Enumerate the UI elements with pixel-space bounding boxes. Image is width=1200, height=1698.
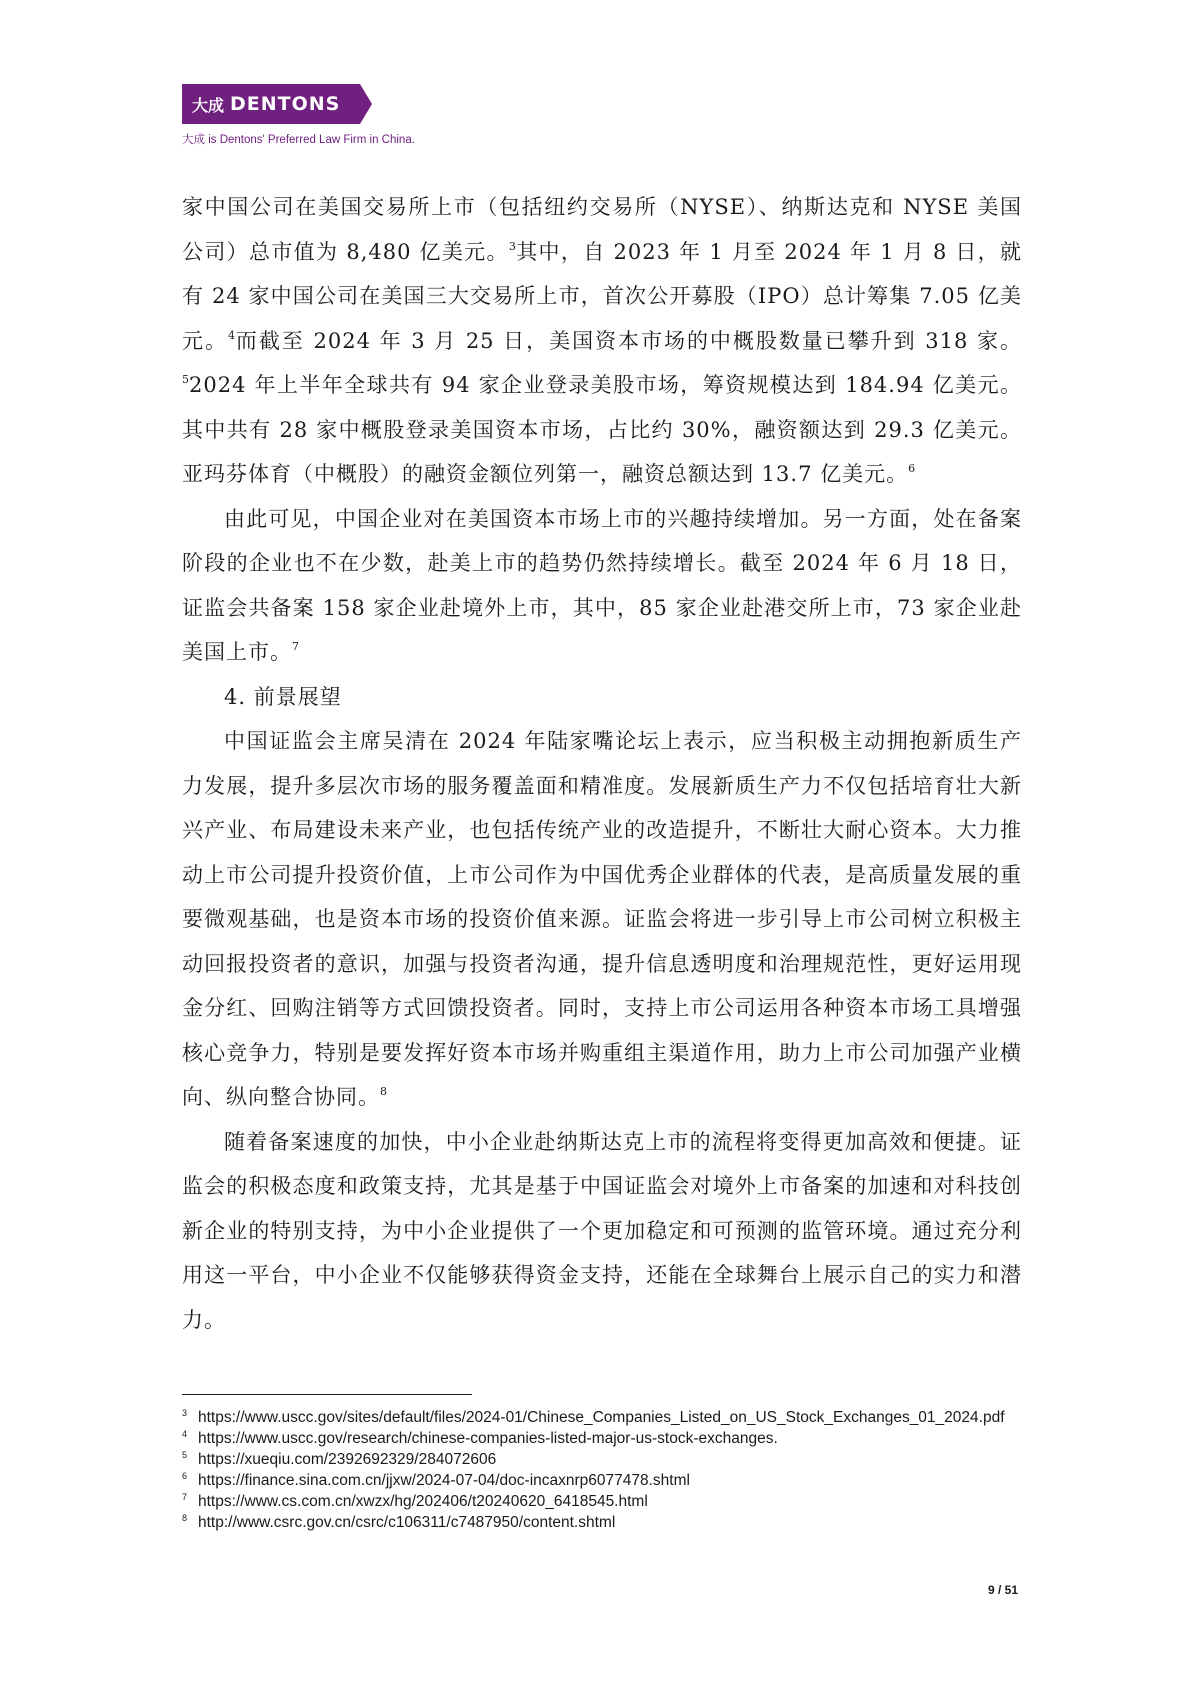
footnote-item — [182, 1491, 1022, 1512]
footnote-number: 3 — [182, 1408, 188, 1418]
paragraph-1 — [182, 185, 1022, 497]
footnote-number: 5 — [182, 1450, 188, 1460]
section-heading: 4. 前景展望 — [224, 684, 342, 709]
footnote-ref-8[interactable]: 8 — [380, 1085, 387, 1098]
footnote-item — [182, 1428, 1022, 1449]
footnote-link[interactable]: https://www.cs.com.cn/xwzx/hg/202406/t20240620_6418545.html — [198, 1493, 648, 1510]
footnote-link[interactable]: https://www.uscc.gov/sites/default/files/2024-01/Chinese_Companies_Listed_on_US_Stock_Exchanges_01_2024.pdf — [198, 1409, 1005, 1426]
paragraph-text: 2024 年上半年全球共有 94 家企业登录美股市场，筹资规模达到 184.94 亿美元。其中共有 28 家中概股登录美国资本市场，占比约 30%，融资额达到 29.3 亿美元。亚玛芬体育（中概股）的融资金额位列第一，融资总额达到 13.7 亿美元。 — [182, 373, 1022, 486]
page-number: 9 / 51 — [987, 1583, 1018, 1597]
paragraph-text: 随着备案速度的加快，中小企业赴纳斯达克上市的流程将变得更加高效和便捷。证监会的积极态度和政策支持，尤其是基于中国证监会对境外上市备案的加速和对科技创新企业的特别支持，为中小企业提供了一个更加稳定和可预测的监管环境。通过充分利用这一平台，中小企业不仅能够获得资金支持，还能在全球舞台上展示自己的实力和潜力。 — [182, 1129, 1022, 1332]
logo-arrow-shape — [360, 84, 372, 124]
footnote-ref-5[interactable]: 5 — [182, 373, 189, 386]
paragraph-2 — [182, 497, 1022, 675]
logo-chinese-name: 大成 — [192, 95, 225, 115]
paragraph-text: 中国证监会主席吴清在 2024 年陆家嘴论坛上表示，应当积极主动拥抱新质生产力发展，提升多层次市场的服务覆盖面和精准度。发展新质生产力不仅包括培育壮大新兴产业、布局建设未来产业，也包括传统产业的改造提升，不断壮大耐心资本。大力推动上市公司提升投资价值，上市公司作为中国优秀企业群体的代表，是高质量发展的重要微观基础，也是资本市场的投资价值来源。证监会将进一步引导上市公司树立积极主动回报投资者的意识，加强与投资者沟通，提升信息透明度和治理规范性，更好运用现金分红、回购注销等方式回馈投资者。同时，支持上市公司运用各种资本市场工具增强核心竞争力，特别是要发挥好资本市场并购重组主渠道作用，助力上市公司加强产业横向、纵向整合协同。 — [182, 729, 1022, 1109]
footnotes — [182, 1407, 1022, 1533]
footnote-link[interactable]: https://xueqiu.com/2392692329/284072606 — [198, 1451, 497, 1468]
footnote-ref-6[interactable]: 6 — [908, 462, 916, 475]
logo-banner — [182, 84, 360, 124]
footnote-divider — [182, 1394, 472, 1395]
footnote-number: 8 — [182, 1513, 188, 1523]
footnote-link[interactable]: http://www.csrc.gov.cn/csrc/c106311/c7487950/content.shtml — [198, 1514, 616, 1531]
document-body — [182, 185, 1022, 1342]
paragraph-text: 其中，自 2023 年 1 月至 2024 年 1 月 8 日，就有 24 家中国公司在美国三大交易所上市，首次公开募股（IPO）总计筹集 7.05 亿美元。 — [182, 239, 1022, 353]
footnote-ref-4[interactable]: 4 — [227, 328, 235, 342]
footnote-number: 7 — [182, 1492, 188, 1502]
paragraph-4 — [182, 1120, 1022, 1343]
paragraph-text: 而截至 2024 年 3 月 25 日，美国资本市场的中概股数量已攀升到 318 家。 — [234, 328, 1023, 353]
footnote-item — [182, 1449, 1022, 1470]
logo-tagline: 大成 is Dentons' Preferred Law Firm in China. — [182, 134, 415, 146]
footnote-ref-3[interactable]: 3 — [508, 239, 516, 253]
footnote-link[interactable]: https://www.uscc.gov/research/chinese-companies-listed-major-us-stock-exchanges. — [198, 1430, 778, 1447]
paragraph-3 — [182, 719, 1022, 1120]
footnote-link[interactable]: https://finance.sina.com.cn/jjxw/2024-07-04/doc-incaxnrp6077478.shtml — [198, 1472, 690, 1489]
paragraph-text: 由此可见，中国企业对在美国资本市场上市的兴趣持续增加。另一方面，处在备案阶段的企业也不在少数，赴美上市的趋势仍然持续增长。截至 2024 年 6 月 18 日，证监会共备案 158 家企业赴境外上市，其中，85 家企业赴港交所上市，73 家企业赴美国上市。 — [182, 506, 1022, 664]
dentons-logo — [182, 84, 372, 124]
footnote-item — [182, 1470, 1022, 1491]
footnote-number: 4 — [182, 1429, 188, 1439]
footnote-number: 6 — [182, 1471, 188, 1481]
footnote-item — [182, 1407, 1022, 1428]
footnote-ref-7[interactable]: 7 — [292, 640, 299, 653]
footnote-item — [182, 1512, 1022, 1533]
paragraph-text: 家中国公司在美国交易所上市（包括纽约交易所（NYSE）、纳斯达克和 NYSE 美国公司）总市值为 8,480 亿美元。 — [182, 195, 1022, 264]
logo-english-name: DENTONS — [230, 93, 341, 115]
